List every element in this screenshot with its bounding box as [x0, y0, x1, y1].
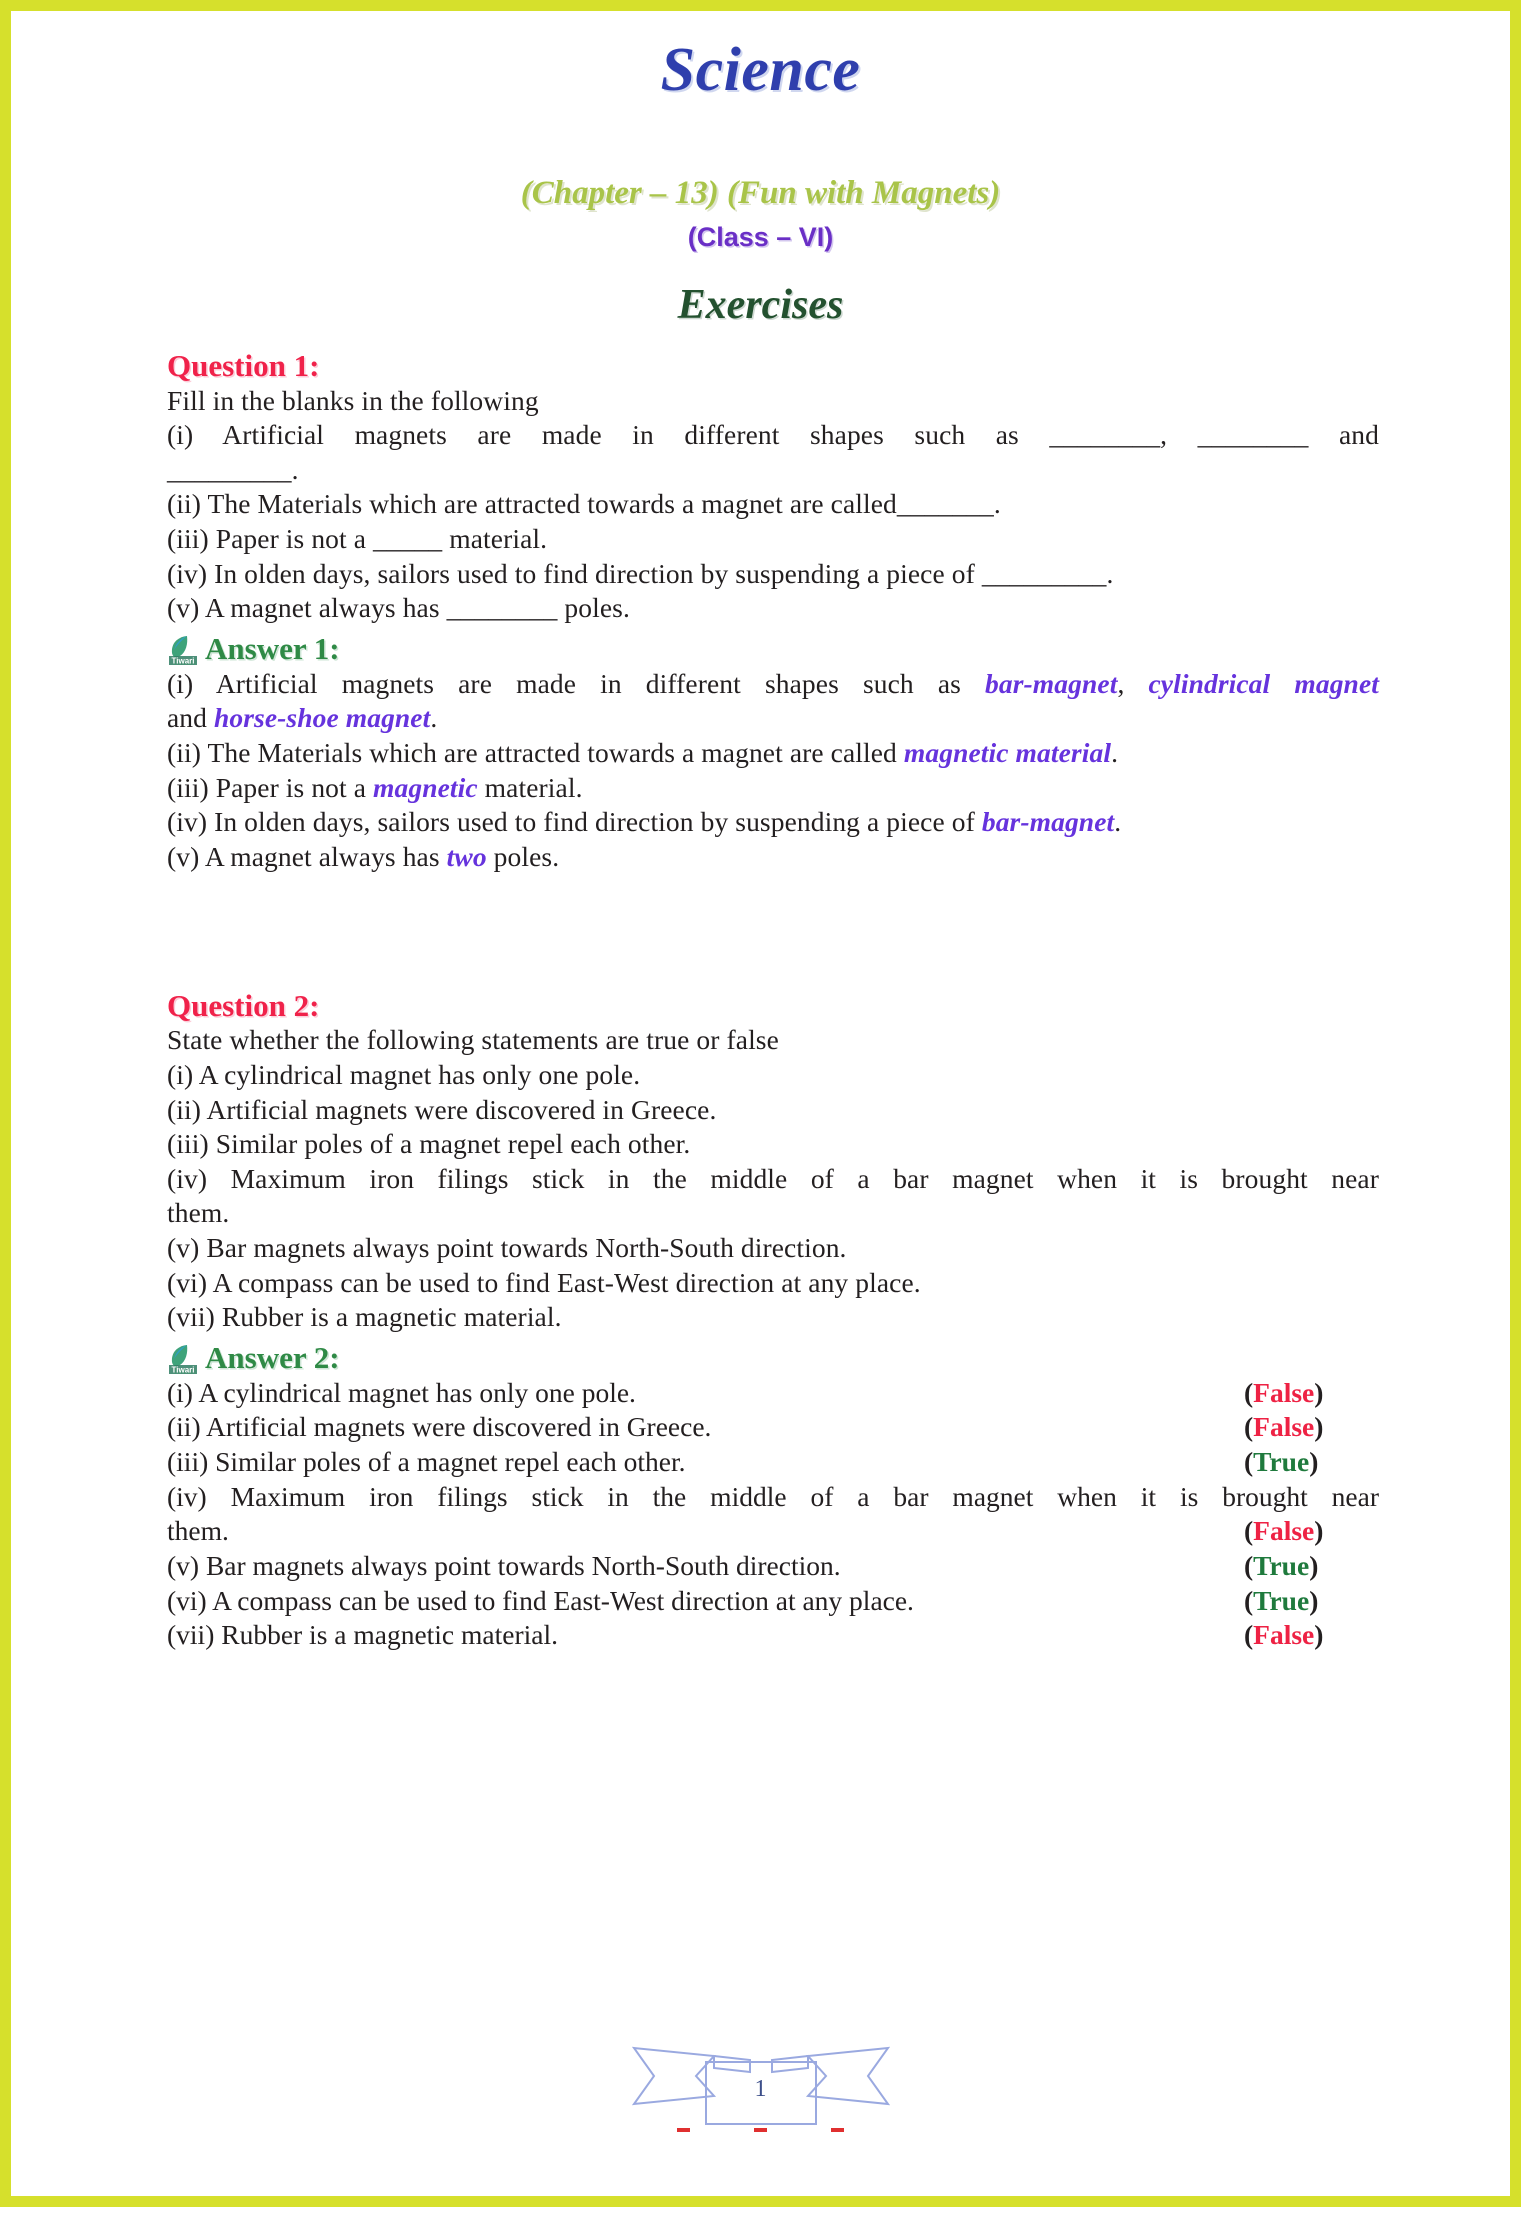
tiwari-leaf-logo-icon — [167, 1343, 201, 1375]
page-number-ribbon — [626, 2032, 896, 2144]
answer-2-verdict: (True) — [1244, 1584, 1319, 1616]
question-2-item-i: (i) A cylindrical magnet has only one pole. — [167, 1058, 641, 1090]
footer-dash — [677, 2128, 690, 2132]
answer-1-iv-pre: (iv) In olden days, sailors used to find direction by suspending a piece of — [167, 806, 982, 838]
answer-1-item-i-line2 — [167, 701, 1379, 736]
answer-1-iii-hl: magnetic — [373, 771, 478, 803]
footer-dashes — [626, 2128, 896, 2132]
answer-2-row — [167, 1445, 1379, 1480]
question-2-item-iii: (iii) Similar poles of a magnet repel each other. — [167, 1128, 691, 1160]
answer-1-ii-hl: magnetic material — [903, 736, 1112, 768]
question-1-item-iv: (iv) In olden days, sailors used to find direction by suspending a piece of _________. — [167, 557, 1114, 589]
answer-1-item-ii — [167, 736, 1379, 771]
answer-2-verdict: (False) — [1244, 1619, 1324, 1651]
verdict-value: True — [1253, 1446, 1310, 1478]
answer-1-i-hl2: cylindrical magnet — [1148, 667, 1379, 699]
answer-1-i-hl1: bar-magnet — [985, 667, 1118, 699]
question-2-item-ii: (ii) Artificial magnets were discovered in Greece. — [167, 1093, 717, 1125]
answer-2-verdict: (False) — [1244, 1376, 1324, 1408]
verdict-value: True — [1253, 1549, 1310, 1581]
answer-1-item-v — [167, 840, 1379, 875]
answer-2-row — [167, 1584, 1379, 1619]
footer-dash — [754, 2128, 767, 2132]
question-1-item-i-line1: (i) Artificial magnets are made in different shapes such as ________, ________ and — [167, 419, 1379, 451]
answer-2-row — [167, 1618, 1379, 1653]
answer-2-statement: (i) A cylindrical magnet has only one pole. — [167, 1376, 636, 1408]
verdict-value: False — [1253, 1411, 1315, 1443]
question-2-item-v: (v) Bar magnets always point towards North-South direction. — [167, 1232, 847, 1264]
answer-2-row — [167, 1410, 1379, 1445]
class-subtitle: (Class – VI) — [687, 221, 834, 252]
question-1-item-iii: (iii) Paper is not a _____ material. — [167, 523, 548, 555]
section-gap — [167, 875, 1379, 971]
answer-2-row — [167, 1514, 1379, 1549]
answer-2-statement: them. — [167, 1515, 229, 1547]
verdict-value: True — [1253, 1584, 1310, 1616]
content-body — [167, 349, 1379, 1653]
question-1-item-ii: (ii) The Materials which are attracted towards a magnet are called_______. — [167, 488, 1001, 520]
answer-2-statement: (ii) Artificial magnets were discovered in Greece. — [167, 1411, 712, 1443]
answer-1-item-i-line1 — [167, 667, 1379, 702]
answer-2-row — [167, 1549, 1379, 1584]
question-1-item-v: (v) A magnet always has ________ poles. — [167, 592, 630, 624]
answer-1-iv-hl: bar-magnet — [981, 806, 1115, 838]
answer-2-verdict: (False) — [1244, 1515, 1324, 1547]
tiwari-leaf-logo-icon — [167, 634, 201, 666]
answer-1-i-mid1: , — [1117, 667, 1149, 699]
question-2-prompt: State whether the following statements are true or false — [167, 1024, 779, 1056]
answer-1-v-pre: (v) A magnet always has — [167, 840, 447, 872]
question-1-heading: Question 1: — [167, 347, 320, 383]
answer-2-heading-label: Answer 2: — [205, 1340, 340, 1376]
answer-1-heading — [167, 632, 1379, 667]
answer-1-i-mid2: and — [167, 702, 214, 734]
page-inner — [11, 33, 1510, 2218]
answer-1-v-post: poles. — [486, 840, 560, 872]
answer-2-verdict: (True) — [1244, 1446, 1319, 1478]
answer-2-statement: (vi) A compass can be used to find East-West direction at any place. — [167, 1584, 914, 1616]
question-1-prompt: Fill in the blanks in the following — [167, 384, 539, 416]
page-number: 1 — [754, 2076, 767, 2102]
question-2-item-iv-line1: (iv) Maximum iron filings stick in the middle of a bar magnet when it is brought near — [167, 1162, 1379, 1194]
answer-2-verdict: (False) — [1244, 1411, 1324, 1443]
answer-2-row — [167, 1376, 1379, 1411]
answer-1-iv-post: . — [1114, 806, 1122, 838]
answer-1-item-iv — [167, 805, 1379, 840]
svg-text:Tiwari: Tiwari — [171, 1365, 195, 1375]
answer-2-heading — [167, 1341, 1379, 1376]
svg-text:Tiwari: Tiwari — [171, 656, 195, 666]
section-heading-exercises: Exercises — [677, 282, 844, 329]
footer-dash — [831, 2128, 844, 2132]
answer-2-statement: (v) Bar magnets always point towards North-South direction. — [167, 1549, 841, 1581]
question-2-item-iv-line2: them. — [167, 1197, 230, 1229]
answer-1-i-post: . — [430, 702, 438, 734]
question-1-item-i-line2: _________. — [167, 453, 299, 485]
question-2-item-vi: (vi) A compass can be used to find East-West direction at any place. — [167, 1266, 921, 1298]
answer-1-i-pre: (i) Artificial magnets are made in different shapes such as — [167, 667, 986, 699]
verdict-value: False — [1253, 1515, 1315, 1547]
question-2-item-vii: (vii) Rubber is a magnetic material. — [167, 1301, 562, 1333]
question-2-heading: Question 2: — [167, 987, 320, 1023]
verdict-value: False — [1253, 1619, 1315, 1651]
chapter-subtitle: (Chapter – 13) (Fun with Magnets) — [520, 175, 1001, 212]
page-footer — [11, 2032, 1510, 2144]
answer-1-v-hl: two — [446, 840, 487, 872]
answer-2-row-iv-line1: (iv) Maximum iron filings stick in the middle of a bar magnet when it is brought near — [167, 1480, 1379, 1512]
answer-1-ii-pre: (ii) The Materials which are attracted towards a magnet are called — [167, 736, 904, 768]
answer-2-statement: (iii) Similar poles of a magnet repel each other. — [167, 1446, 686, 1478]
answer-1-i-hl3: horse-shoe magnet — [213, 702, 431, 734]
answer-1-iii-pre: (iii) Paper is not a — [167, 771, 374, 803]
answer-1-heading-label: Answer 1: — [205, 630, 340, 666]
answer-2-statement: (vii) Rubber is a magnetic material. — [167, 1619, 558, 1651]
answer-1-item-iii — [167, 771, 1379, 806]
answer-2-verdict: (True) — [1244, 1549, 1319, 1581]
verdict-value: False — [1253, 1376, 1315, 1408]
answer-1-ii-post: . — [1111, 736, 1119, 768]
page-title: Science — [660, 36, 861, 104]
answer-1-iii-post: material. — [477, 771, 583, 803]
